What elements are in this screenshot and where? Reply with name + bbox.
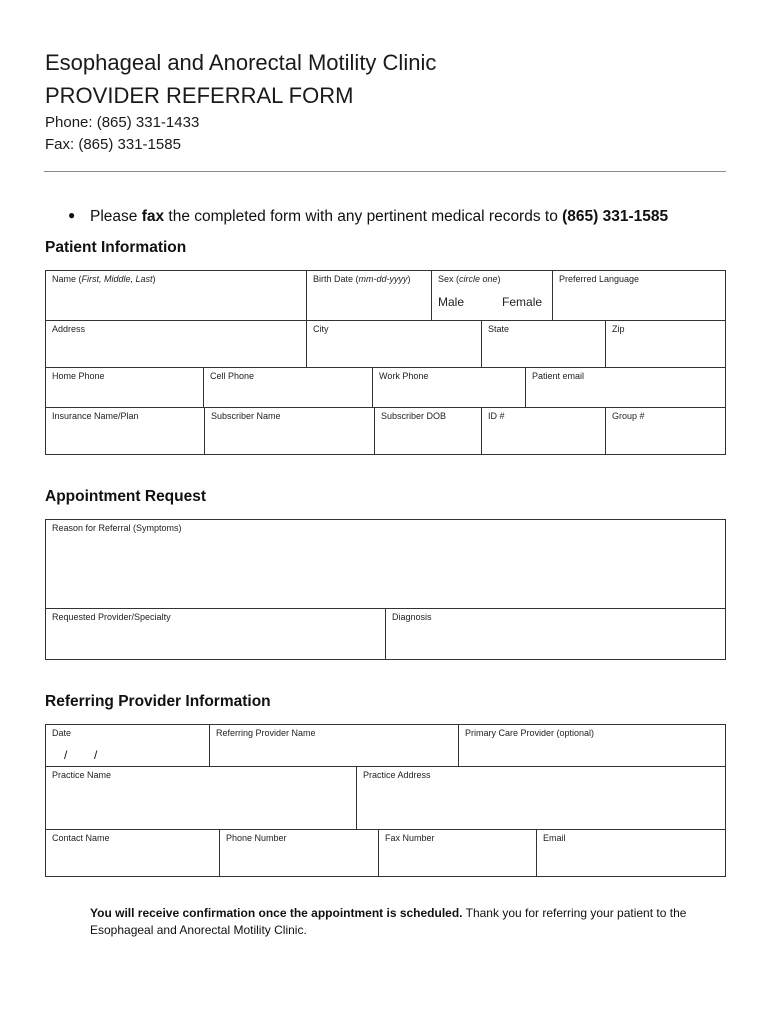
sex-option-male[interactable]: Male: [438, 295, 465, 309]
patient-row-4: [45, 407, 726, 455]
referring-row-3: [45, 829, 726, 877]
practice-address-field[interactable]: Practice Address: [357, 767, 726, 830]
phone-number-field[interactable]: Phone Number: [220, 830, 379, 877]
patient-info-heading: Patient Information: [45, 239, 187, 256]
instruction-prefix: Please: [90, 208, 142, 225]
confirmation-rest: Thank you for referring your patient to the Esophageal and Anorectal Motility Clinic.: [90, 906, 687, 937]
clinic-title: Esophageal and Anorectal Motility Clinic: [45, 50, 437, 75]
cell-phone-field[interactable]: Cell Phone: [204, 368, 373, 408]
diagnosis-field[interactable]: Diagnosis: [386, 609, 726, 660]
confirmation-bold: You will receive confirmation once the appointment is scheduled.: [90, 906, 463, 920]
form-title: PROVIDER REFERRAL FORM: [45, 83, 354, 108]
practice-name-field[interactable]: Practice Name: [46, 767, 357, 830]
zip-field[interactable]: Zip: [606, 321, 726, 368]
referring-row-1: [45, 724, 726, 767]
appointment-heading: Appointment Request: [45, 488, 207, 505]
work-phone-field[interactable]: Work Phone: [373, 368, 526, 408]
subscriber-name-field[interactable]: Subscriber Name: [205, 408, 375, 455]
fax-instruction: [68, 205, 668, 227]
patient-name-field[interactable]: Name (First, Middle, Last): [46, 271, 307, 321]
instruction-middle: the completed form with any pertinent medical records to: [164, 208, 563, 225]
address-field[interactable]: Address: [46, 321, 307, 368]
birth-date-field[interactable]: Birth Date (mm-dd-yyyy): [307, 271, 432, 321]
insurance-field[interactable]: Insurance Name/Plan: [46, 408, 205, 455]
state-field[interactable]: State: [482, 321, 606, 368]
email-field[interactable]: Email: [537, 830, 726, 877]
referring-provider-name-field[interactable]: Referring Provider Name: [210, 725, 459, 767]
appointment-row-2: [45, 608, 726, 660]
date-slashes: / /: [64, 748, 98, 762]
patient-row-3: [45, 367, 726, 408]
referring-row-2: [45, 766, 726, 830]
group-number-field[interactable]: Group #: [606, 408, 726, 455]
confirmation-note: [90, 905, 690, 939]
city-field[interactable]: City: [307, 321, 482, 368]
home-phone-field[interactable]: Home Phone: [46, 368, 204, 408]
contact-name-field[interactable]: Contact Name: [46, 830, 220, 877]
fax-number: Fax: (865) 331-1585: [45, 136, 181, 153]
reason-for-referral-field[interactable]: Reason for Referral (Symptoms): [46, 520, 726, 609]
phone-number: Phone: (865) 331-1433: [45, 114, 200, 131]
instruction-fax-word: fax: [141, 208, 165, 225]
fax-number-field[interactable]: Fax Number: [379, 830, 537, 877]
subscriber-dob-field[interactable]: Subscriber DOB: [375, 408, 482, 455]
referring-provider-heading: Referring Provider Information: [45, 693, 271, 710]
appointment-row-1: [45, 519, 726, 609]
requested-provider-field[interactable]: Requested Provider/Specialty: [46, 609, 386, 660]
date-field[interactable]: Date / /: [46, 725, 210, 767]
header-divider: [44, 171, 726, 172]
primary-care-provider-field[interactable]: Primary Care Provider (optional): [459, 725, 726, 767]
instruction-fax-number: (865) 331-1585: [562, 208, 669, 225]
sex-field[interactable]: Sex (circle one) Male Female: [432, 271, 553, 321]
id-number-field[interactable]: ID #: [482, 408, 606, 455]
sex-option-female[interactable]: Female: [502, 295, 543, 309]
preferred-language-field[interactable]: Preferred Language: [553, 271, 726, 321]
bullet-icon: ●: [68, 208, 76, 222]
patient-email-field[interactable]: Patient email: [526, 368, 726, 408]
patient-row-1: [45, 270, 726, 321]
patient-row-2: [45, 320, 726, 368]
